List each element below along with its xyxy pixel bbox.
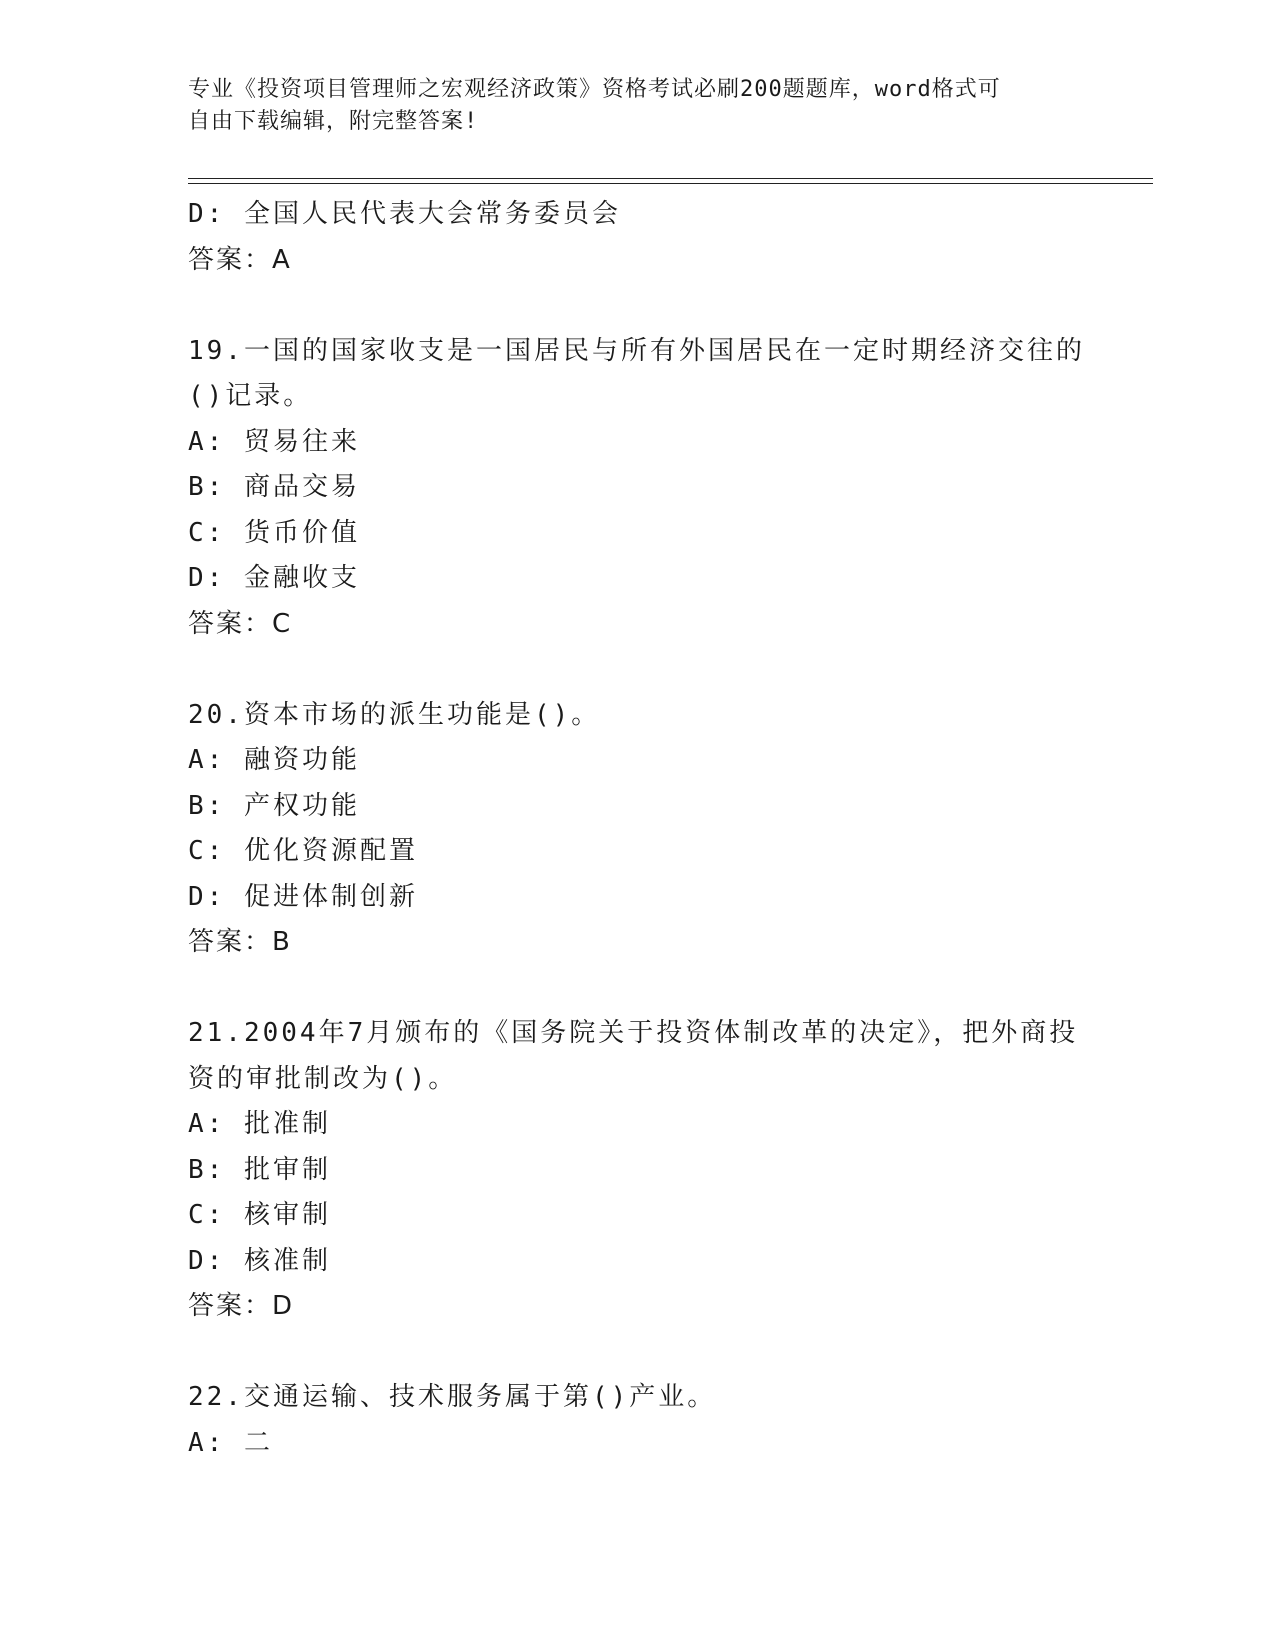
option-a: A: 融资功能 [188,745,360,775]
header-divider-top [188,178,1153,179]
option-a: A: 二 [188,1427,273,1458]
option-c: C: 核审制 [188,1200,331,1230]
option-b: B: 批审制 [188,1154,331,1185]
answer: 答案：D [188,1291,295,1321]
option-b: B: 产权功能 [188,790,360,821]
answer: 答案：A [188,244,292,275]
option-d: D: 核准制 [188,1245,331,1276]
question-text: 19.一国的国家收支是一国居民与所有外国居民在一定时期经济交往的 [188,335,1085,366]
option-d: D: 金融收支 [188,563,360,593]
question-22 [188,1375,1088,1466]
option-a: A: 批准制 [188,1109,331,1139]
document-header [188,74,1088,138]
spacer [188,966,1088,1012]
option-b: B: 商品交易 [188,472,360,502]
option-c: C: 优化资源配置 [188,836,418,866]
answer: 答案：C [188,608,293,639]
question-21 [188,1011,1088,1330]
question-list [188,192,1088,1466]
header-line-1: 专业《投资项目管理师之宏观经济政策》资格考试必刷200题题库，word格式可 [188,77,1001,102]
question-18-tail [188,192,1088,283]
question-text: 22.交通运输、技术服务属于第()产业。 [188,1382,717,1412]
header-line-2: 自由下载编辑，附完整答案! [188,109,479,134]
spacer [188,647,1088,693]
question-19 [188,329,1088,648]
question-text: 20.资本市场的派生功能是()。 [188,699,601,730]
answer: 答案：B [188,927,292,957]
option-c: C: 货币价值 [188,517,360,548]
question-text-cont: ()记录。 [188,381,313,411]
spacer [188,1330,1088,1376]
header-divider-bottom [188,183,1153,184]
question-text: 21.2004年7月颁布的《国务院关于投资体制改革的决定》，把外商投 [188,1018,1079,1048]
spacer [188,283,1088,329]
option-a: A: 贸易往来 [188,426,360,457]
question-20 [188,693,1088,966]
option-d: D: 促进体制创新 [188,881,418,912]
question-text-cont: 资的审批制改为()。 [188,1063,458,1094]
option-d: D: 全国人民代表大会常务委员会 [188,199,621,229]
